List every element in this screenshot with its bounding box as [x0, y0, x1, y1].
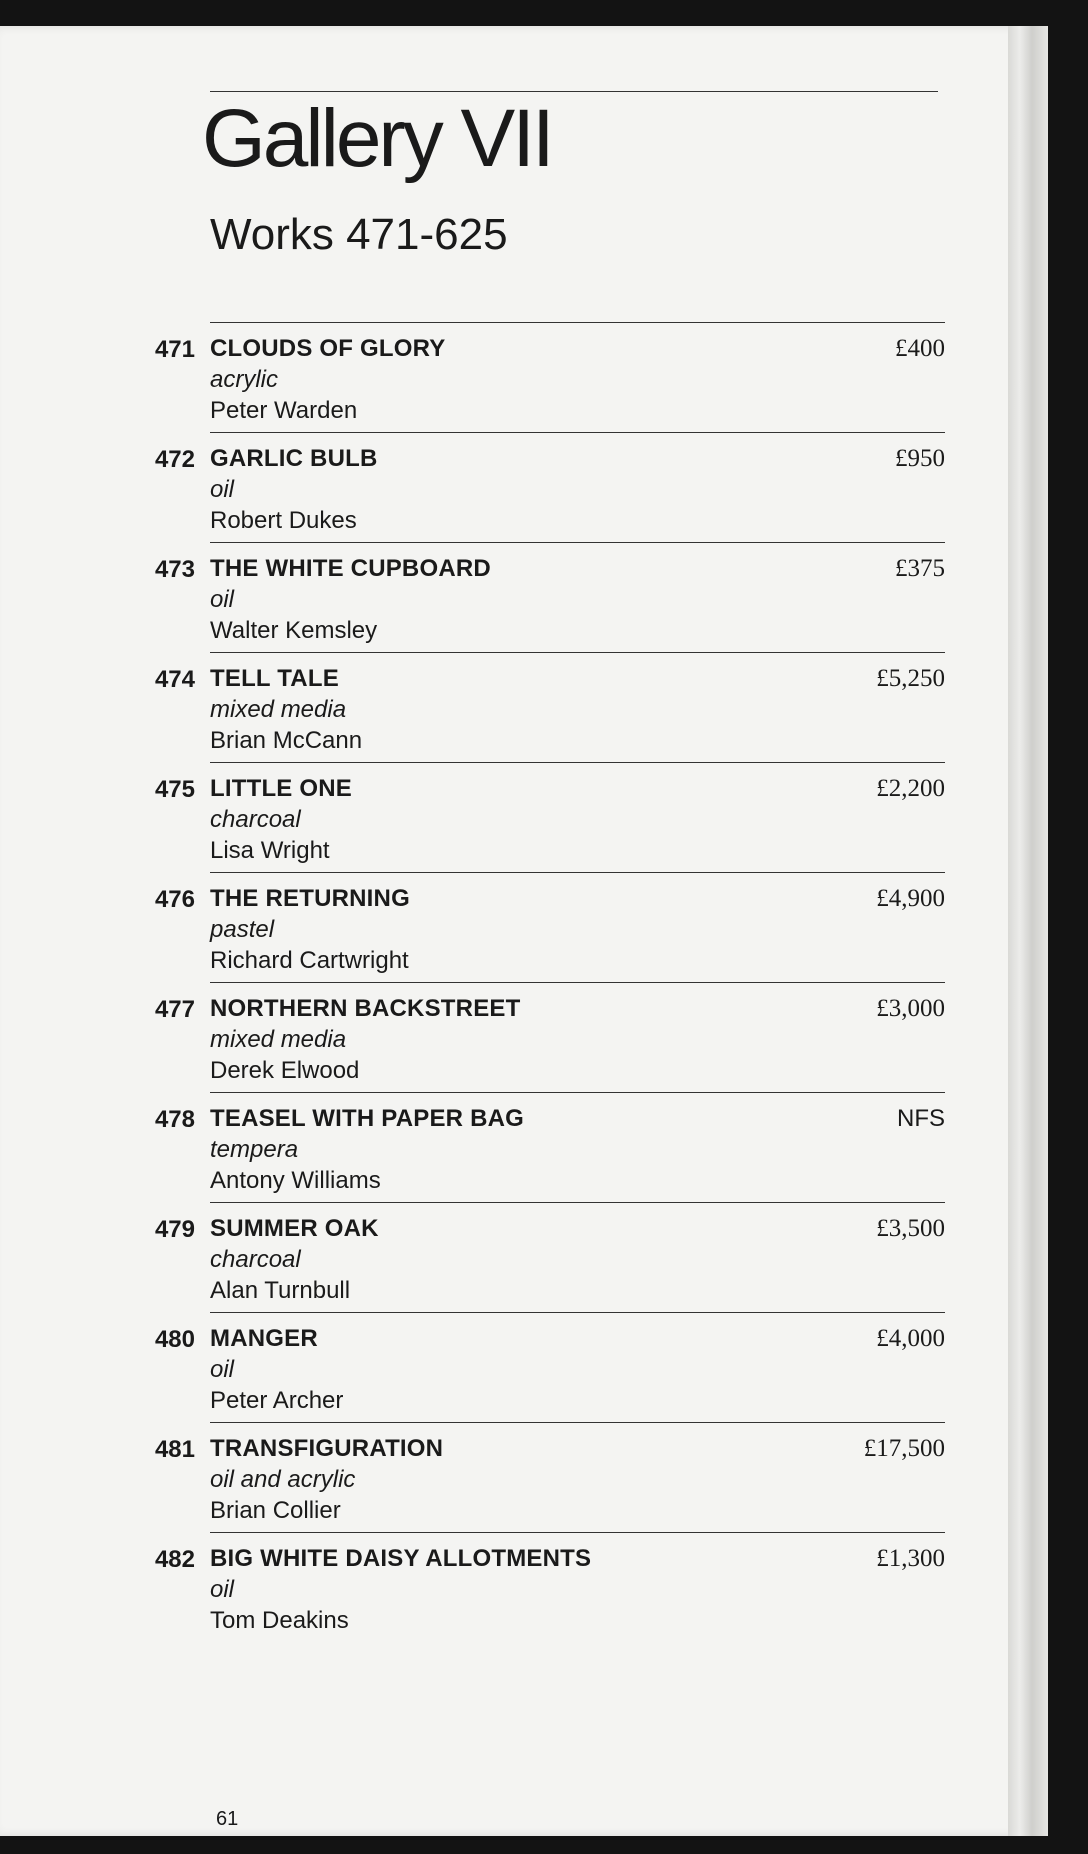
entry-medium: pastel — [210, 916, 275, 943]
entry-number: 471 — [154, 336, 195, 363]
entry-divider — [210, 762, 945, 763]
entry-divider — [210, 1092, 945, 1093]
catalog-entry — [150, 1092, 945, 1202]
entry-medium: oil — [210, 1576, 235, 1603]
entry-divider — [210, 542, 945, 543]
entry-medium: mixed media — [210, 1026, 347, 1053]
entry-artist: Antony Williams — [210, 1167, 381, 1194]
page-edge — [1008, 26, 1048, 1836]
page-number: 61 — [216, 1808, 239, 1830]
entry-number: 481 — [154, 1436, 195, 1463]
entry-price: £2,200 — [876, 775, 945, 802]
catalog-entry — [150, 1312, 945, 1422]
entry-title: THE WHITE CUPBOARD — [210, 555, 491, 582]
entry-artist: Richard Cartwright — [210, 947, 409, 974]
entry-price: £400 — [895, 335, 945, 362]
catalog-entry — [150, 1422, 945, 1532]
entry-artist: Peter Archer — [210, 1387, 344, 1414]
entry-title: CLOUDS OF GLORY — [210, 335, 446, 362]
entry-title: LITTLE ONE — [210, 775, 352, 802]
page-title: Gallery VII — [202, 93, 552, 184]
entry-artist: Lisa Wright — [210, 837, 330, 864]
entry-title: MANGER — [210, 1325, 318, 1352]
entry-medium: oil — [210, 586, 235, 613]
entry-price: £950 — [895, 445, 945, 472]
entry-artist: Peter Warden — [210, 397, 358, 424]
entry-medium: charcoal — [210, 1246, 301, 1273]
entry-divider — [210, 1422, 945, 1423]
entry-price: £375 — [895, 555, 945, 582]
entry-title: TEASEL WITH PAPER BAG — [210, 1105, 524, 1132]
entry-price: £17,500 — [863, 1435, 945, 1462]
catalog-entry — [150, 652, 945, 762]
entry-title: TELL TALE — [210, 665, 339, 692]
entry-medium: mixed media — [210, 696, 347, 723]
entry-divider — [210, 652, 945, 653]
entry-divider — [210, 322, 945, 323]
catalog-entry — [150, 762, 945, 872]
entry-number: 480 — [154, 1326, 195, 1353]
entry-medium: oil and acrylic — [210, 1466, 356, 1493]
entry-number: 474 — [154, 666, 195, 693]
catalog-entry — [150, 432, 945, 542]
entry-price: NFS — [897, 1105, 945, 1132]
entry-number: 477 — [154, 996, 195, 1023]
entry-number: 479 — [154, 1216, 195, 1243]
catalog-entry — [150, 542, 945, 652]
entry-number: 475 — [154, 776, 195, 803]
entry-divider — [210, 432, 945, 433]
entry-number: 482 — [154, 1546, 195, 1573]
entry-price: £4,900 — [876, 885, 945, 912]
entry-artist: Walter Kemsley — [210, 617, 378, 644]
entry-divider — [210, 872, 945, 873]
entry-artist: Tom Deakins — [210, 1607, 349, 1634]
catalog-entry — [150, 1532, 945, 1642]
entry-title: SUMMER OAK — [210, 1215, 379, 1242]
entry-medium: oil — [210, 1356, 235, 1383]
entry-artist: Brian Collier — [210, 1497, 341, 1524]
entry-divider — [210, 982, 945, 983]
entry-medium: charcoal — [210, 806, 301, 833]
entry-artist: Alan Turnbull — [210, 1277, 351, 1304]
entry-medium: tempera — [210, 1136, 299, 1163]
page-subtitle: Works 471-625 — [210, 210, 508, 259]
entry-title: TRANSFIGURATION — [210, 1435, 444, 1462]
entry-medium: oil — [210, 476, 235, 503]
catalog-entry — [150, 322, 945, 432]
entry-artist: Robert Dukes — [210, 507, 357, 534]
entry-artist: Derek Elwood — [210, 1057, 360, 1084]
entry-divider — [210, 1532, 945, 1533]
entry-number: 476 — [154, 886, 195, 913]
catalog-entry — [150, 982, 945, 1092]
entry-price: £1,300 — [876, 1545, 945, 1572]
entry-title: NORTHERN BACKSTREET — [210, 995, 521, 1022]
entry-price: £3,000 — [876, 995, 945, 1022]
entry-divider — [210, 1312, 945, 1313]
catalog-entry — [150, 1202, 945, 1312]
entry-title: GARLIC BULB — [210, 445, 378, 472]
entry-number: 473 — [154, 556, 195, 583]
entry-artist: Brian McCann — [210, 727, 363, 754]
entry-price: £3,500 — [876, 1215, 945, 1242]
entry-divider — [210, 1202, 945, 1203]
entry-price: £5,250 — [876, 665, 945, 692]
entry-medium: acrylic — [210, 366, 279, 393]
entry-price: £4,000 — [876, 1325, 945, 1352]
entry-title: THE RETURNING — [210, 885, 410, 912]
entry-number: 478 — [154, 1106, 195, 1133]
catalog-entry — [150, 872, 945, 982]
entry-title: BIG WHITE DAISY ALLOTMENTS — [210, 1545, 592, 1572]
entry-number: 472 — [154, 446, 195, 473]
